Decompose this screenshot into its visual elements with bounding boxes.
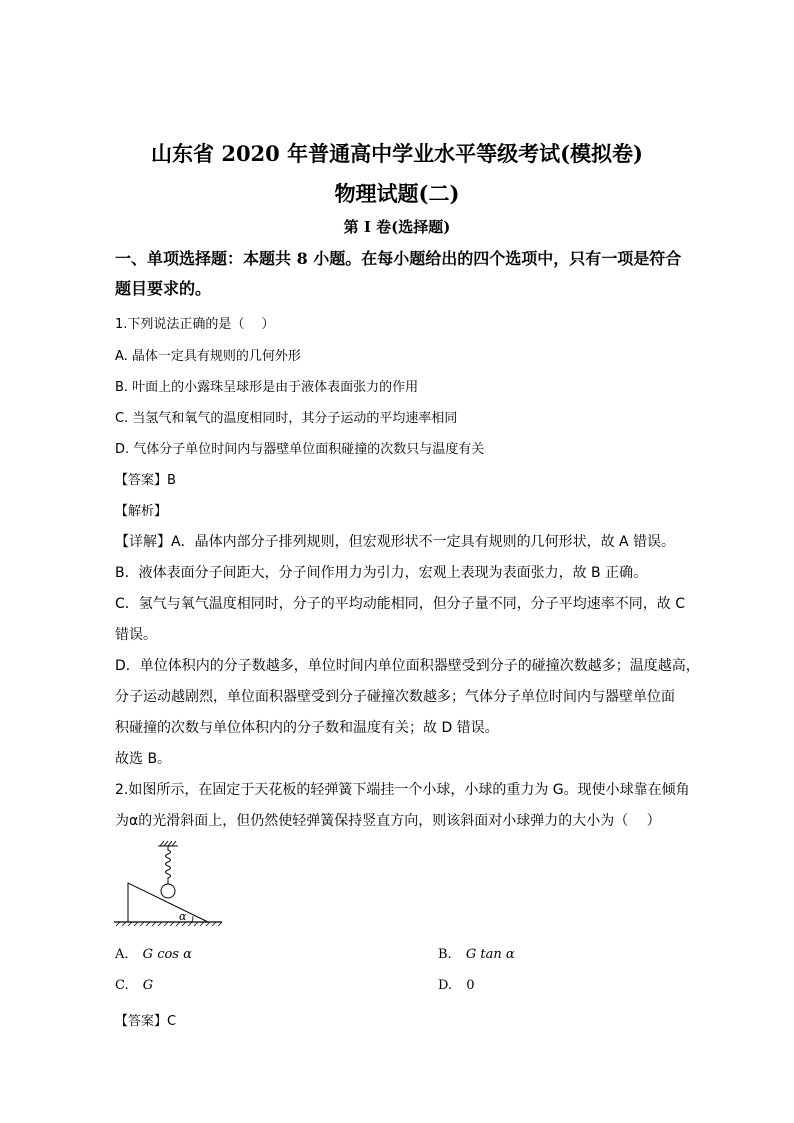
q2-option-b-value: G tan α xyxy=(465,947,515,962)
spring-incline-figure xyxy=(112,840,227,932)
q2-option-d-value: 0 xyxy=(466,978,475,993)
q1-analysis-label: 【解析】 xyxy=(115,504,168,519)
section-heading-line1: 一、单项选择题：本题共 8 小题。在每小题给出的四个选项中，只有一项是符合 xyxy=(115,249,682,268)
q1-explanation-line: 错误。 xyxy=(115,627,157,643)
q1-answer: 【答案】B xyxy=(115,473,176,488)
part-heading: 第 I 卷(选择题) xyxy=(343,218,451,236)
section-heading-line2: 题目要求的。 xyxy=(115,279,212,298)
q1-option-c: C. 当氢气和氧气的温度相同时，其分子运动的平均速率相同 xyxy=(115,411,458,426)
q2-stem-line2: 为α的光滑斜面上，但仍然使轻弹簧保持竖直方向，则该斜面对小球弹力的大小为（ ） xyxy=(115,813,661,829)
q2-option-b xyxy=(438,947,515,962)
q1-explanation-line: 积碰撞的次数与单位体积内的分子数和温度有关；故 D 错误。 xyxy=(115,720,499,736)
q2-option-a-label: A. xyxy=(115,947,129,962)
q2-option-d xyxy=(438,978,475,993)
q2-answer: 【答案】C xyxy=(115,1014,177,1029)
q2-option-c-label: C. xyxy=(115,978,129,993)
q2-stem-line1: 2.如图所示，在固定于天花板的轻弹簧下端挂一个小球，小球的重力为 G。现使小球靠在倾角 xyxy=(115,782,690,798)
q1-option-b: B. 叶面上的小露珠呈球形是由于液体表面张力的作用 xyxy=(115,380,419,395)
angle-label: α xyxy=(179,910,187,923)
q2-option-d-label: D. xyxy=(438,978,453,993)
q1-option-a: A. 晶体一定具有规则的几何外形 xyxy=(115,349,301,364)
q1-explanation-line: 故选 B。 xyxy=(115,751,172,767)
ceiling-hatch xyxy=(158,841,178,846)
q1-explanation-line: D．单位体积内的分子数越多，单位时间内单位面积器壁受到分子的碰撞次数越多；温度越高， xyxy=(115,658,700,674)
q2-option-c-value: G xyxy=(142,978,154,993)
q2-option-a xyxy=(115,947,192,962)
q1-explanation-line: 【详解】A．晶体内部分子排列规则，但宏观形状不一定具有规则的几何形状，故 A 错误。 xyxy=(115,534,676,550)
q1-explanation-line: C．氢气与氧气温度相同时，分子的平均动能相同，但分子量不同，分子平均速率不同，故 C xyxy=(115,596,685,612)
document-title: 山东省 2020 年普通高中学业水平等级考试(模拟卷) xyxy=(151,141,643,166)
spring xyxy=(166,846,171,884)
document-subtitle: 物理试题(二) xyxy=(334,181,460,206)
q2-option-a-value: G cos α xyxy=(142,947,192,962)
q1-option-d: D. 气体分子单位时间内与器壁单位面积碰撞的次数只与温度有关 xyxy=(115,442,485,457)
q1-explanation-line: 分子运动越剧烈，单位面积器壁受到分子碰撞次数越多；气体分子单位时间内与器壁单位面 xyxy=(115,689,675,705)
q1-explanation-line: B．液体表面分子间距大，分子间作用力为引力，宏观上表现为表面张力，故 B 正确。 xyxy=(115,565,648,581)
q1-stem: 1.下列说法正确的是（ ） xyxy=(115,317,275,332)
q2-option-c xyxy=(115,978,153,993)
ball xyxy=(161,884,175,898)
q2-option-b-label: B. xyxy=(438,947,452,962)
